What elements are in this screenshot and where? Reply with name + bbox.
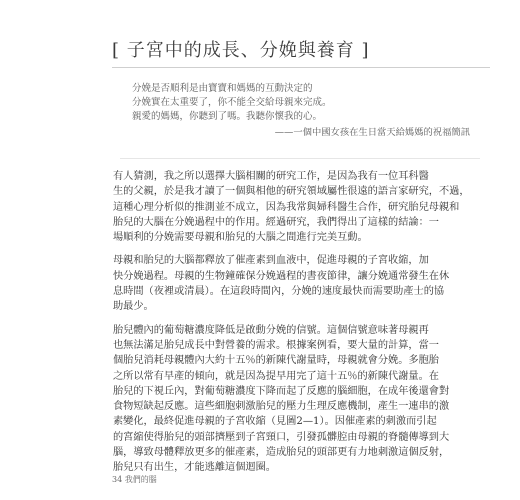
body-text [113, 169, 473, 484]
page-footer: 34 我們的腦 [112, 475, 157, 484]
epigraph-line: 親愛的媽媽，你聽到了嗎。我聽你懷我的心。 [132, 111, 323, 122]
text-line: 這種心理分析似的推測並不成立，因為我常與婦科醫生合作，研究胎兒母親和 [113, 201, 460, 213]
text-line: 場順利的分娩需要母親和胎兒的大腦之間進行完美互動。 [113, 232, 368, 244]
text-line: 快分娩過程。母親的生物鐘確保分娩過程的書夜節律，讓分娩通常發生在休 [113, 270, 450, 282]
chapter-header [112, 40, 492, 74]
paragraph [113, 323, 473, 476]
header-rule [112, 67, 490, 68]
text-line: 的宮縮使得胎兒的頭部擠壓到子宮頸口，引發孤髒腔由母親的脊髓傳導到大 [113, 431, 450, 443]
text-line: 胎兒的下視丘內，對葡萄糖濃度下降而起了反應的腦細胞，在成年後還會對 [113, 385, 450, 397]
chapter-title: [ 子宮中的成長、分娩與養育 ] [112, 40, 370, 61]
text-line: 母親和胎兒的大腦都釋放了催產素到血液中，促進母親的子宮收縮，加 [113, 255, 429, 267]
epigraph-line: 分娩是否順利是由寶寶和媽媽的互動決定的 [132, 83, 313, 94]
text-line: 胎兒的大腦在分娩過程中的作用。經過研究，我們得出了這樣的結論：一 [113, 216, 439, 228]
text-line: 胎兒體內的葡萄糖濃度降低是啟動分娩的信號。這個信號意味著母親再 [113, 324, 429, 336]
paragraph [113, 169, 473, 245]
text-line: 腦，導致母體釋放更多的催產素，造成胎兒的頭部更有力地刺激這個反射， [113, 447, 450, 459]
text-line: 助最少。 [113, 301, 154, 313]
text-line: 生的父親，於是我才讀了一個與相他的研究領域屬性很遠的語言家研究，不過， [113, 186, 470, 198]
text-line: 息時間（夜裡或清晨）。在這段時間內，分娩的速度最快而需要助產士的協 [113, 286, 445, 298]
text-line: 素變化，最終促進母親的子宮收縮（見圖2—1）。因催產素的刺激而引起 [113, 416, 437, 428]
section-divider [120, 158, 480, 159]
paragraph [113, 253, 473, 314]
epigraph [132, 82, 472, 140]
epigraph-line: 分娩實在太重要了，你不能全交給母親來完成。 [132, 97, 332, 108]
text-line: 胎兒只有出生，才能逃離這個迴圈。 [113, 462, 276, 474]
text-line: 有人猜測，我之所以選擇大腦相關的研究工作，是因為我有一位耳科醫 [113, 171, 429, 182]
text-line: 食物短缺起反應。這些細胞刺激胎兒的壓力生理反應機制，產生一連串的激 [113, 401, 450, 413]
text-line: 之所以常有早產的傾向，就是因為提早用完了這十五％的新陳代謝量。在 [113, 370, 439, 382]
epigraph-attribution: ——一個中國女孩在生日當天給媽媽的祝福簡訊 [274, 127, 470, 138]
text-line: 也無法滿足胎兒成長中對營養的需求。根據案例看，要大量的計算，當一 [113, 339, 439, 351]
text-line: 個胎兒消耗母親體內大約十五％的新陳代謝量時，母親就會分娩。多胞胎 [113, 355, 439, 367]
